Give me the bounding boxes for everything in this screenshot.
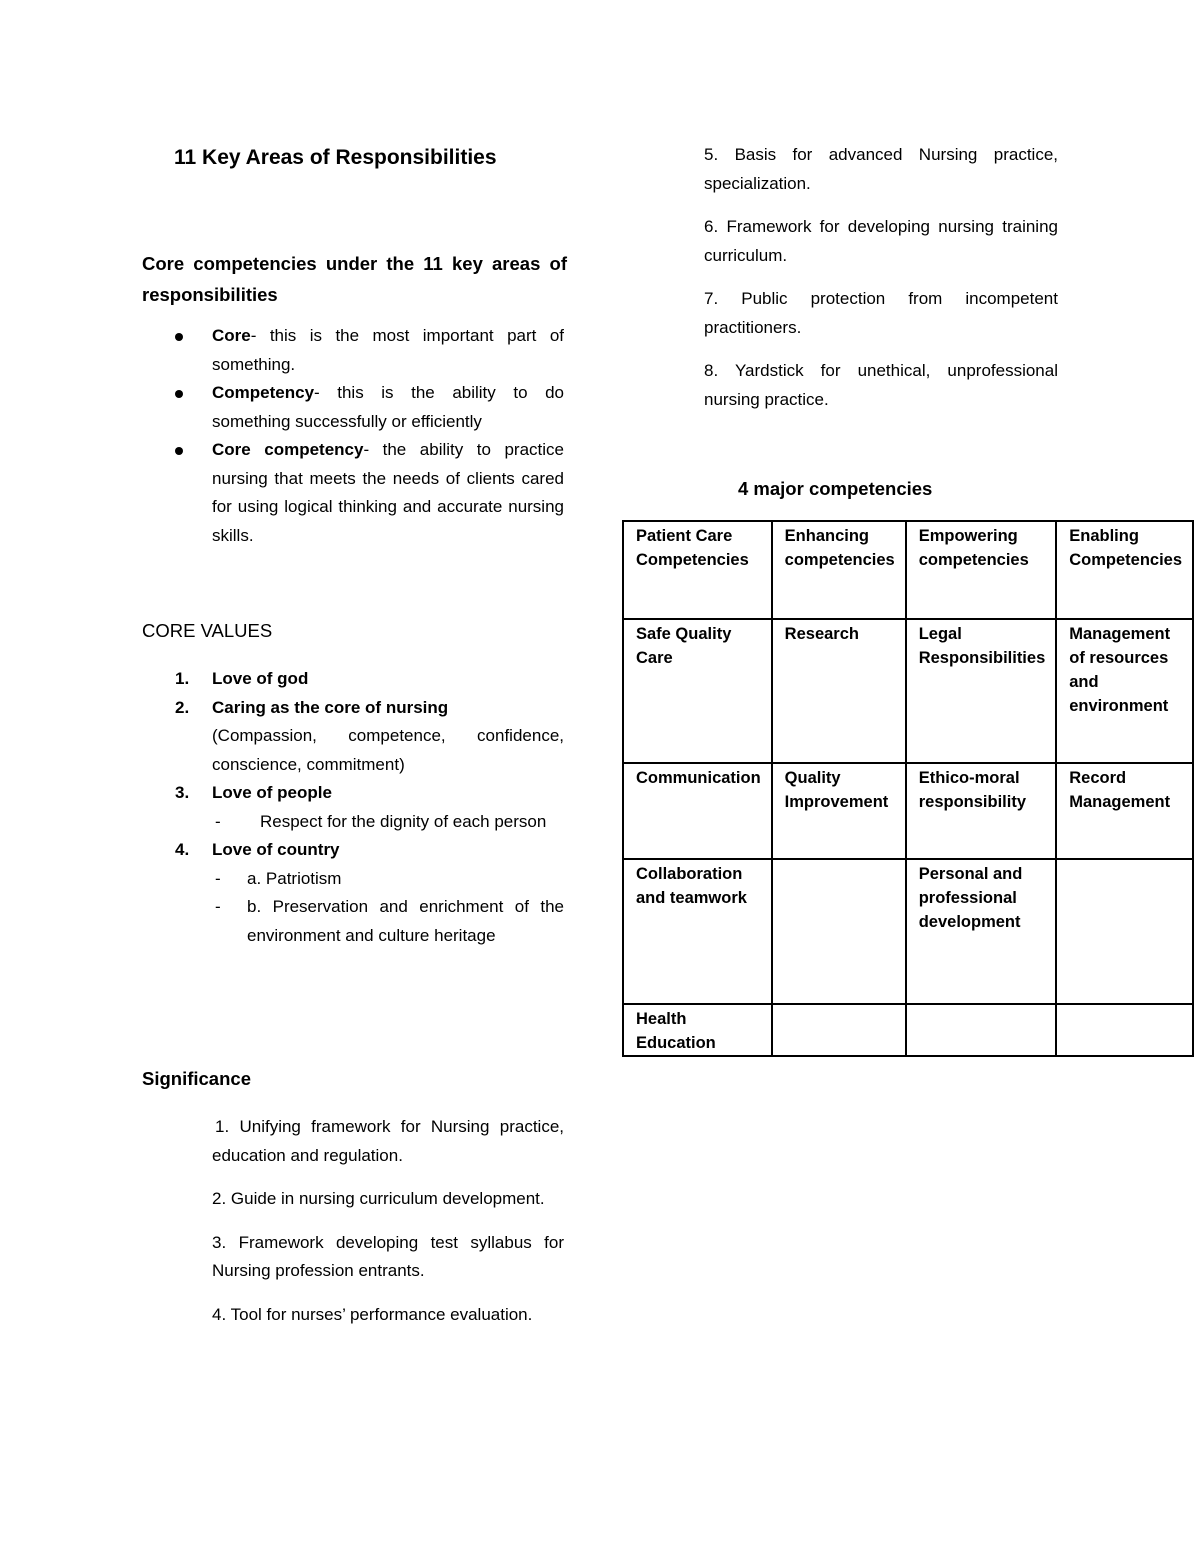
list-item [142, 836, 564, 950]
sub-item-text: a. Patriotism [247, 868, 342, 888]
major-competencies-heading: 4 major competencies [738, 478, 933, 499]
sub-item: - Respect for the dignity of each person [215, 811, 547, 831]
bullet-term: Core [212, 326, 251, 345]
table-cell [1056, 859, 1193, 1004]
significance-list-right [704, 141, 1058, 429]
table-row [623, 859, 1193, 1004]
table-cell: Safe Quality Care [623, 619, 772, 763]
significance-list-left [212, 1113, 564, 1344]
table-header-cell: Empowering competencies [906, 521, 1057, 619]
list-item: 3. Framework developing test syllabus for Nursing profession entrants. [212, 1232, 564, 1280]
list-item: 8. Yardstick for unethical, unprofessional nursing practice. [704, 361, 1058, 409]
list-item: 5. Basis for advanced Nursing practice, specialization. [704, 145, 1058, 193]
table-header-row [623, 521, 1193, 619]
table-header-cell: Enhancing competencies [772, 521, 906, 619]
table-cell: Legal Responsibilities [906, 619, 1057, 763]
list-item: 6. Framework for developing nursing training curriculum. [704, 217, 1058, 265]
list-item [142, 436, 564, 550]
bullet-term: Core competency [212, 440, 364, 459]
item-number: 2. [175, 697, 190, 717]
table-cell: Health Education [623, 1004, 772, 1056]
page-title: 11 Key Areas of Responsibilities [174, 146, 497, 169]
table-cell: Ethico-moral responsibility [906, 763, 1057, 859]
list-item [142, 694, 564, 780]
bullet-text: - the ability to practice nursing that meets the needs of clients cared for using logical thinking and accurate nursing skills. [212, 440, 564, 545]
list-item [142, 379, 564, 436]
table-row [623, 763, 1193, 859]
table-cell [772, 1004, 906, 1056]
core-value-label: Love of country [212, 840, 340, 859]
table-cell [1056, 1004, 1193, 1056]
core-value-label: Love of people [212, 783, 332, 802]
sub-item: - a. Patriotism [215, 868, 342, 888]
table-cell: Personal and professional development [906, 859, 1057, 1004]
table-row [623, 619, 1193, 763]
core-value-label: Caring as the core of nursing [212, 697, 449, 717]
bullet-term: Competency [212, 383, 315, 402]
bullet-icon [175, 447, 183, 455]
table-cell: Management of resources and environment [1056, 619, 1193, 763]
item-number: 1. [175, 669, 190, 688]
core-values-list [142, 665, 564, 950]
sub-item: - b. Preservation and enrichment of the environment and culture heritage [215, 897, 564, 945]
item-number: 3. [175, 783, 190, 802]
table-cell [906, 1004, 1057, 1056]
table-cell: Quality Improvement [772, 763, 906, 859]
table-cell: Record Management [1056, 763, 1193, 859]
bullet-text: - this is the ability to do something successfully or efficiently [212, 383, 564, 431]
table-cell: Research [772, 619, 906, 763]
list-item: 1. Unifying framework for Nursing practice, education and regulation. [212, 1117, 564, 1165]
list-item: 4. Tool for nurses’ performance evaluation. [212, 1304, 533, 1324]
major-competencies-table [622, 520, 1194, 1057]
core-competencies-list [142, 322, 564, 550]
table-cell: Communication [623, 763, 772, 859]
significance-heading: Significance [142, 1068, 251, 1089]
table-row [623, 1004, 1193, 1056]
list-item [142, 322, 564, 379]
list-item [142, 665, 564, 694]
list-item [142, 779, 564, 836]
table-cell: Collaboration and teamwork [623, 859, 772, 1004]
bullet-text: - this is the most important part of something. [212, 326, 564, 374]
core-value-label: Love of god [212, 669, 309, 688]
table-cell [772, 859, 906, 1004]
sub-item-text: b. Preservation and enrichment of the environment and culture heritage [247, 897, 564, 945]
table-header-cell: Enabling Competencies [1056, 521, 1193, 619]
core-value-detail: (Compassion, competence, confidence, conscience, commitment) [212, 726, 564, 774]
core-competencies-heading: Core competencies under the 11 key areas of responsibilities [142, 253, 567, 305]
bullet-icon [175, 333, 183, 341]
core-values-heading: CORE VALUES [142, 620, 273, 641]
list-item: 2. Guide in nursing curriculum development. [212, 1189, 545, 1208]
table-header-cell: Patient Care Competencies [623, 521, 772, 619]
sub-item-text: Respect for the dignity of each person [260, 811, 547, 831]
list-item: 7. Public protection from incompetent practitioners. [704, 289, 1058, 337]
bullet-icon [175, 390, 183, 398]
item-number: 4. [175, 840, 190, 859]
